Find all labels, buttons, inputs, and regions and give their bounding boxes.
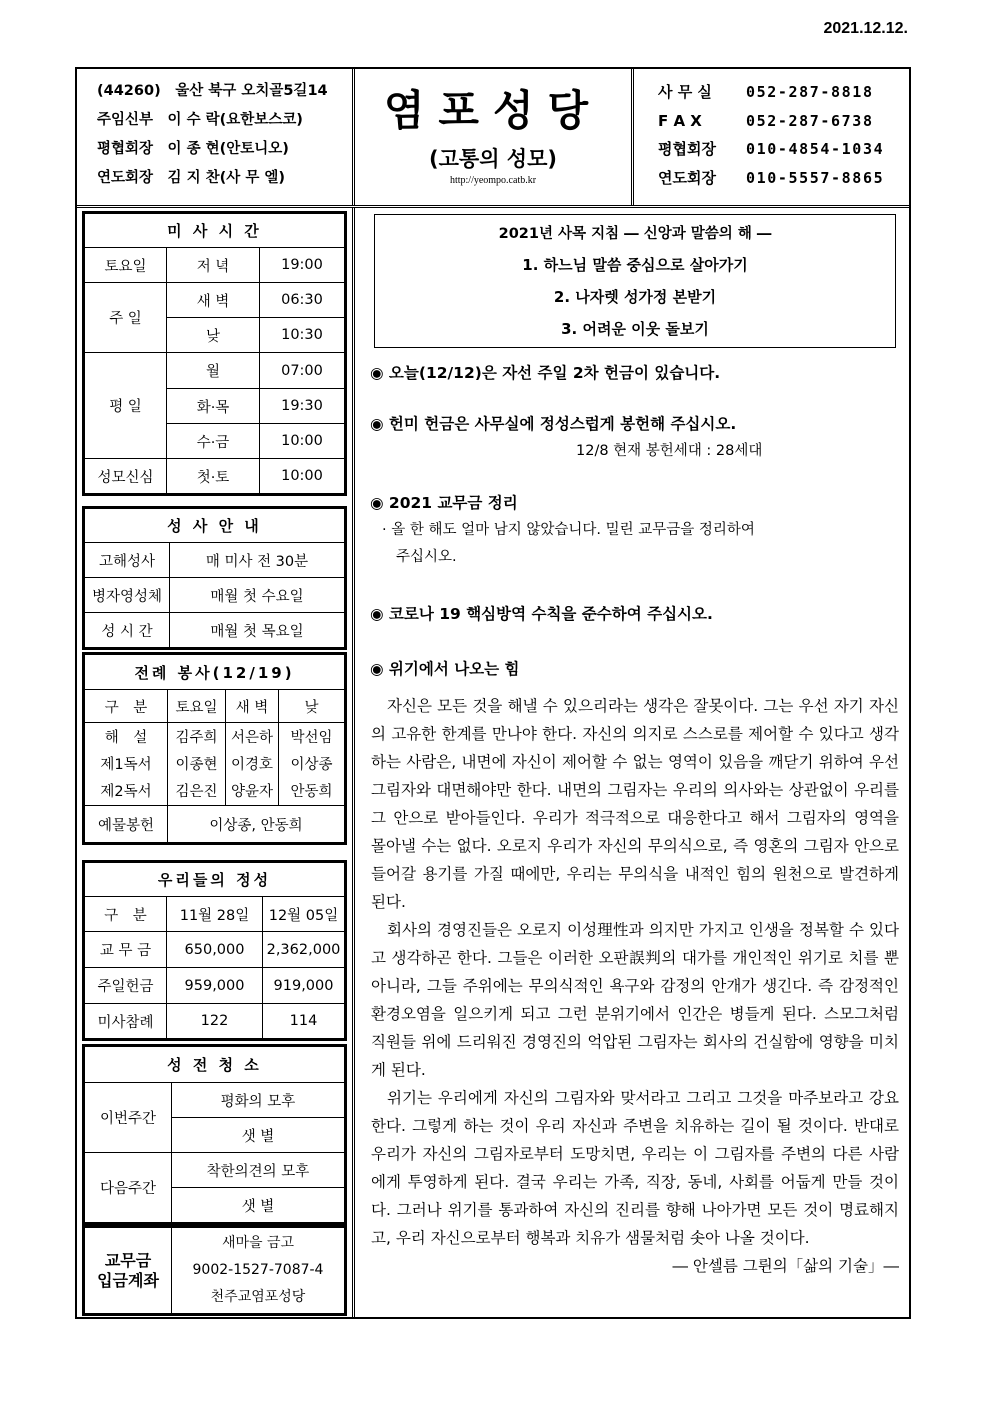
table-row: 구 분 11월 28일 12월 05일 xyxy=(85,897,345,932)
table-row: 이번주간 평화의 모후 xyxy=(85,1083,345,1118)
table-row: 주일헌금 959,000 919,000 xyxy=(85,968,345,1004)
table-row: 화·목 19:30 xyxy=(85,389,345,424)
table-row: 제2독서 김은진 양윤자 안동희 xyxy=(85,777,345,806)
table-row xyxy=(85,1228,345,1314)
table-row: 교 무 금 650,000 2,362,000 xyxy=(85,932,345,968)
policy-item: 3. 어려운 이웃 돌보기 xyxy=(561,320,709,338)
table-row: 예물봉헌 이상종, 안동희 xyxy=(85,806,345,843)
notice-dues: ◉ 2021 교무금 정리 xyxy=(370,494,518,512)
table-row: 주 일 새 벽 06:30 xyxy=(85,283,345,318)
essay-paragraph: 자신은 모든 것을 해낼 수 있으리라는 생각은 잘못이다. 그는 우선 자기 자신의 고유한 한계를 만나야 한다. 자신의 의지로 스스로를 제어할 수 있다고 생각하는 사람은, 내면에 자신이 제어할 수 없는 영역이 있음을 깨닫기 위하여 우선 그림자와 대면해야만 한다. 내면의 그림자는 우리의 의사와는 상관없이 우리를 그 안으로 받아들인다. 우리가 적극적으로 대응한다고 해서 그림자의 영역을 몰아낼 수는 없다. 오로지 우리가 자신의 무의식으로, 즉 영혼의 그림자 안으로 들어갈 용기를 가질 때에만, 우리는 무의식을 내적인 힘의 원천으로 발견하게 된다. xyxy=(371,697,899,911)
cleaning-box xyxy=(82,1044,347,1225)
mass-times-box xyxy=(82,211,347,496)
contact-fax: F A X 052-287-6738 xyxy=(658,111,874,130)
account-table xyxy=(84,1227,345,1314)
pastoral-policy-title: 2021년 사목 지침 ― 신앙과 말씀의 해 ― xyxy=(498,226,772,242)
table-row: 병자영성체 매월 첫 수요일 xyxy=(85,578,345,613)
church-title-block xyxy=(355,69,631,205)
notice-rice-offering: ◉ 헌미 헌금은 사무실에 정성스럽게 봉헌해 주십시오. xyxy=(370,415,737,433)
notice-essay-title: ◉ 위기에서 나오는 힘 xyxy=(370,660,520,678)
account-label: 교무금 입금계좌 xyxy=(85,1228,172,1314)
table-row: 샛 별 xyxy=(85,1188,345,1223)
offering-box xyxy=(82,860,347,1041)
mass-times-title: 미 사 시 간 xyxy=(85,214,345,248)
mass-times-table xyxy=(84,213,345,494)
essay-body xyxy=(371,692,899,1280)
council-president-line: 평협회장 이 종 현(안토니오) xyxy=(97,141,289,157)
account-box xyxy=(82,1225,347,1316)
contact-council: 평협회장 010-4854-1034 xyxy=(658,140,885,158)
table-row: 수·금 10:00 xyxy=(85,424,345,459)
table-row: 낮 10:30 xyxy=(85,318,345,353)
liturgy-service-title: 전례 봉사(12/19) xyxy=(85,655,345,690)
essay-paragraph: 위기는 우리에게 자신의 그림자와 맞서라고 그리고 그것을 마주보라고 강요한다. 그렇게 하는 것이 우리 자신과 주변을 치유하는 길이 될 것이다. 반대로 우리가 자신의 그림자로부터 도망치면, 우리는 이 그림자를 주변의 다른 사람에게 투영하게 된다. 결국 우리는 가족, 직장, 동네, 사회를 어둡게 만들 것이다. 그러나 위기를 통과하여 자신의 진리를 향해 나아가면 모든 것이 명료해지고, 우리 자신으로부터 행복과 치유가 샘물처럼 솟아 나올 것이다. xyxy=(371,1089,899,1247)
policy-item: 2. 나자렛 성가정 본받기 xyxy=(553,288,717,306)
table-row: 평 일 월 07:00 xyxy=(85,353,345,389)
account-details: 새마을 금고 9002-1527-7087-4 천주교염포성당 xyxy=(172,1228,345,1314)
church-patron: (고통의 성모) xyxy=(429,147,557,171)
notice-rice-offering-count: 12/8 현재 봉헌세대 : 28세대 xyxy=(576,443,763,459)
notice-charity-sunday: ◉ 오늘(12/12)은 자선 주일 2차 헌금이 있습니다. xyxy=(370,364,721,382)
table-row: 성 시 간 매월 첫 목요일 xyxy=(85,613,345,648)
table-row: 제1독서 이종현 이경호 이상종 xyxy=(85,751,345,777)
church-url[interactable]: http://yeompo.catb.kr xyxy=(449,175,537,186)
bulletin-frame xyxy=(75,67,911,1319)
cleaning-title: 성 전 청 소 xyxy=(85,1047,345,1083)
offering-title: 우리들의 정성 xyxy=(85,863,345,897)
table-row: 해 설 김주희 서은하 박선임 xyxy=(85,723,345,751)
bulletin-date: 2021.12.12. xyxy=(823,20,908,37)
table-row: 고해성사 매 미사 전 30분 xyxy=(85,543,345,578)
contact-office: 사 무 실 052-287-8818 xyxy=(658,83,874,101)
notice-covid: ◉ 코로나 19 핵심방역 수칙을 준수하여 주십시오. xyxy=(370,605,713,623)
notice-dues-detail-cont: 주십시오. xyxy=(396,549,457,565)
table-row: 샛 별 xyxy=(85,1118,345,1153)
table-row: 미사참례 122 114 xyxy=(85,1004,345,1039)
left-column xyxy=(77,208,355,1317)
address-line: (44260) 울산 북구 오치골5길14 xyxy=(97,83,328,99)
offering-table xyxy=(84,862,345,1039)
liturgy-service-table xyxy=(84,654,345,843)
right-column xyxy=(358,208,909,1317)
sacrament-title: 성 사 안 내 xyxy=(85,509,345,543)
table-row: 성모신심 첫·토 10:00 xyxy=(85,459,345,494)
table-row: 구 분 토요일 새 벽 낮 xyxy=(85,690,345,723)
table-row: 다음주간 착한의견의 모후 xyxy=(85,1153,345,1188)
church-name: 염포성당 xyxy=(383,86,603,135)
policy-item: 1. 하느님 말씀 중심으로 살아가기 xyxy=(522,256,748,274)
contact-list xyxy=(631,69,909,205)
table-row: 토요일 저 녁 19:00 xyxy=(85,248,345,283)
liturgy-service-box xyxy=(82,652,347,845)
essay-paragraph: 회사의 경영진들은 오로지 이성理性과 의지만 가지고 인생을 정복할 수 있다고 생각하곤 한다. 그들은 이러한 오판誤判의 대가를 개인적인 위기로 치를 뿐 아니라, 그들 주위에는 무의식적인 욕구와 감정의 안개가 생긴다. 즉 감정적인 환경오염을 일으키게 되고 그런 분위기에서 인간은 병들게 된다. 스모그처럼 직원들 위에 드리워진 경영진의 억압된 그림자는 회사의 건실함에 영향을 미치게 된다. xyxy=(371,921,899,1079)
pastor-line: 주임신부 이 수 락(요한보스코) xyxy=(97,112,303,128)
bulletin-header xyxy=(77,69,909,208)
essay-source: ― 안셀름 그륀의「삶의 기술」― xyxy=(672,1257,899,1275)
sacrament-box xyxy=(82,506,347,650)
church-info xyxy=(77,69,355,205)
cleaning-table xyxy=(84,1046,345,1223)
contact-memorial: 연도회장 010-5557-8865 xyxy=(658,168,885,187)
notice-dues-detail: · 올 한 해도 얼마 남지 않았습니다. 밀린 교무금을 정리하여 xyxy=(382,522,755,538)
memorial-president-line: 연도회장 김 지 찬(사 무 엘) xyxy=(97,170,286,186)
sacrament-table xyxy=(84,508,345,648)
pastoral-policy-box xyxy=(374,214,896,348)
